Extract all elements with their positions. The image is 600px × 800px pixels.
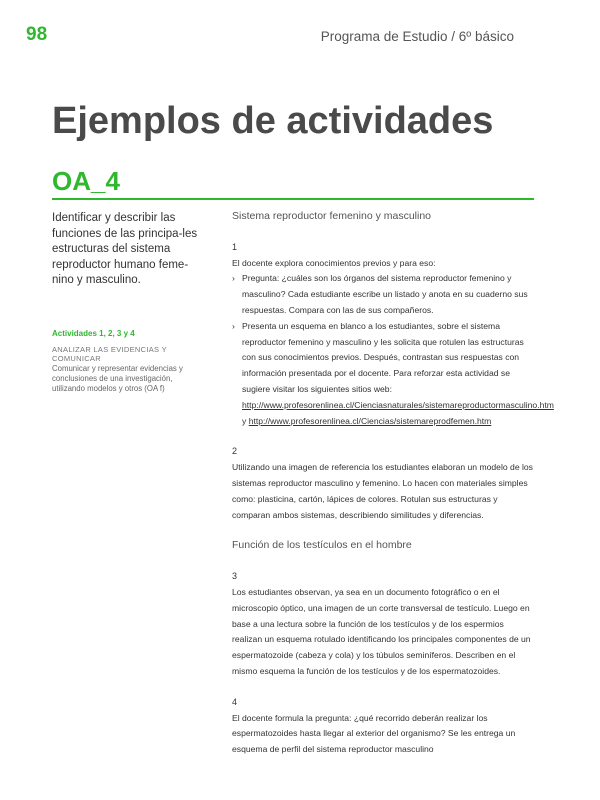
running-header: Programa de Estudio / 6º básico — [320, 29, 514, 44]
activity-1 — [232, 240, 554, 430]
activity-number: 4 — [232, 696, 238, 707]
activity-number: 2 — [232, 446, 238, 457]
activity-3 — [232, 569, 534, 680]
page-number: 98 — [26, 24, 48, 45]
activity-text: El docente formula la pregunta: ¿qué recorrido deberán realizar los espermatozoides hasta llegar al exterior del organismo? Se les entrega un esquema de perfil del sistema reproductor masculino — [232, 712, 516, 755]
bullet-text: Presenta un esquema en blanco a los estudiantes, sobre el sistema reproductor femenino y masculino y les solicita que rotulen las estructuras con sus conocimientos previos. Después, contrastan sus respuestas con información presentada por el docente. Para reforzar esta actividad se sugiere visitar los siguientes sitios web: — [242, 320, 524, 394]
objective-sidebar — [52, 211, 204, 394]
section-title-testicles: Función de los testículos en el hombre — [232, 539, 412, 552]
skill-description: Comunicar y representar evidencias y conclusiones de una investigación, utilizando modelos y otros (OA f) — [52, 363, 183, 393]
link-masculine-system[interactable]: http://www.profesorenlinea.cl/Cienciasnaturales/sistemareproductormasculino.htm — [242, 399, 554, 410]
activity-4 — [232, 695, 534, 758]
activity-2 — [232, 444, 534, 523]
activities-label: Actividades 1, 2, 3 y 4 — [52, 328, 135, 338]
oa-code: OA_4 — [52, 166, 120, 196]
section-title-reproductive-system: Sistema reproductor femenino y masculino — [232, 210, 432, 222]
learning-objective: Identificar y describir las funciones de las principa-les estructuras del sistema reproductor humano feme-nino y masculino. — [52, 212, 198, 286]
page-title: Ejemplos de actividades — [52, 100, 494, 142]
activities-column — [232, 209, 554, 758]
activity-number: 1 — [232, 241, 238, 252]
link-joiner: y — [242, 415, 247, 426]
skill-title: ANALIZAR LAS EVIDENCIAS Y COMUNICAR — [52, 344, 167, 363]
activity-intro: El docente explora conocimientos previos y para eso: — [232, 257, 436, 268]
bullet-item: › Pregunta: ¿cuáles son los órganos del sistema reproductor femenino y masculino? Cada estudiante escribe un listado y anota en su cuaderno sus respuestas. Compara con las de sus compañeros. — [232, 271, 534, 318]
green-divider — [52, 198, 534, 200]
activity-text: Los estudiantes observan, ya sea en un documento fotográfico o en el microscopio óptico, una imagen de un corte transversal de testículo. Luego en base a una lectura sobre la función de los testículos y de los espermios realizan un esquema rotulado identificando los principales componentes de un espermatozoide (cabeza y cola) y los túbulos seminíferos. Describen en el mismo esquema la función de los testículos y de los espermatozoides. — [232, 586, 531, 676]
bullet-item — [232, 319, 554, 430]
link-feminine-system[interactable]: http://www.profesorenlinea.cl/Ciencias/sistemareprodfemen.htm — [248, 415, 492, 426]
activity-text: Utilizando una imagen de referencia los estudiantes elaboran un modelo de los sistemas reproductor masculino y femenino. Lo hacen con materiales simples como: plasticina, cartón, lápices de colores. Rotulan sus estructuras y comparan ambos sistemas, describiendo similitudes y diferencias. — [232, 462, 533, 520]
activity-number: 3 — [232, 571, 238, 582]
